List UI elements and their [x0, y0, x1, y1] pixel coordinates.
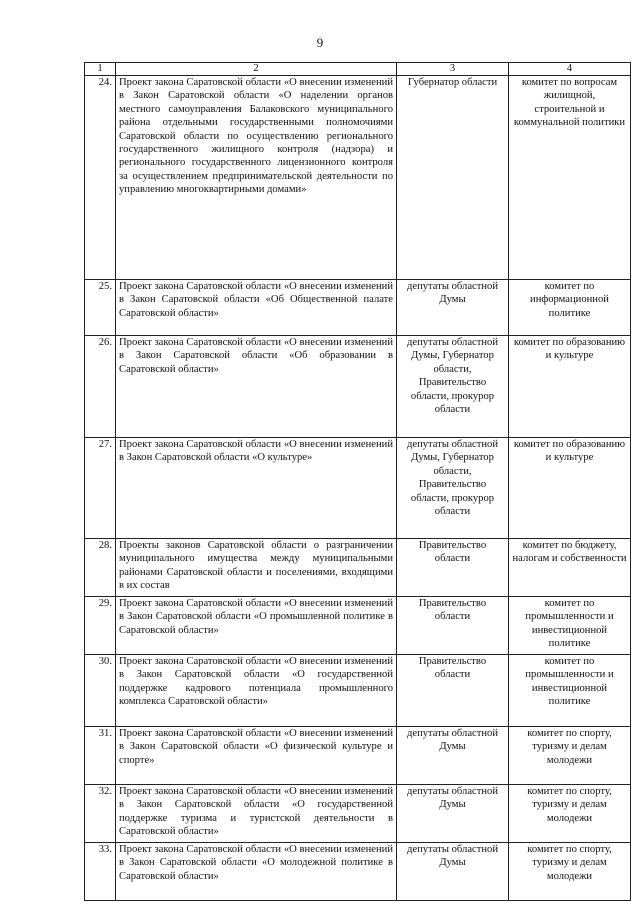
column-header-committee: 4	[509, 63, 631, 76]
responsible-committee: комитет по информационной политике	[509, 280, 631, 336]
bill-author: депутаты областной Думы	[397, 727, 509, 785]
bill-author: депутаты областной Думы, Губернатор области, Правительство области, прокурор области	[397, 336, 509, 438]
responsible-committee: комитет по промышленности и инвестиционной политике	[509, 597, 631, 655]
row-number: 28.	[85, 539, 116, 597]
table-row	[85, 438, 631, 539]
table-row	[85, 539, 631, 597]
responsible-committee: комитет по образованию и культуре	[509, 336, 631, 438]
bill-title: Проект закона Саратовской области «О внесении изменений в Закон Саратовской области «О государственной поддержке кадрового потенциала промышленного комплекса Саратовской области»	[116, 655, 397, 727]
bill-author: Правительство области	[397, 655, 509, 727]
bill-author: Правительство области	[397, 597, 509, 655]
table-row	[85, 655, 631, 727]
row-number: 25.	[85, 280, 116, 336]
bill-author: депутаты областной Думы	[397, 785, 509, 843]
column-header-number: 1	[85, 63, 116, 76]
row-number: 29.	[85, 597, 116, 655]
table-row	[85, 727, 631, 785]
table-row	[85, 785, 631, 843]
row-number: 33.	[85, 843, 116, 901]
bill-author: депутаты областной Думы, Губернатор области, Правительство области, прокурор области	[397, 438, 509, 539]
responsible-committee: комитет по спорту, туризму и делам молодежи	[509, 785, 631, 843]
responsible-committee: комитет по бюджету, налогам и собственности	[509, 539, 631, 597]
row-number: 24.	[85, 76, 116, 280]
table-row	[85, 597, 631, 655]
row-number: 27.	[85, 438, 116, 539]
row-number: 31.	[85, 727, 116, 785]
responsible-committee: комитет по спорту, туризму и делам молодежи	[509, 843, 631, 901]
column-header-title: 2	[116, 63, 397, 76]
table-row	[85, 336, 631, 438]
row-number: 26.	[85, 336, 116, 438]
bill-title: Проект закона Саратовской области «О внесении изменений в Закон Саратовской области «О государственной поддержке туризма и туристской деятельности в Саратовской области»	[116, 785, 397, 843]
responsible-committee: комитет по вопросам жилищной, строительной и коммунальной политики	[509, 76, 631, 280]
table-row	[85, 843, 631, 901]
table-header-row	[85, 63, 631, 76]
responsible-committee: комитет по спорту, туризму и делам молодежи	[509, 727, 631, 785]
column-header-author: 3	[397, 63, 509, 76]
row-number: 32.	[85, 785, 116, 843]
responsible-committee: комитет по образованию и культуре	[509, 438, 631, 539]
row-number: 30.	[85, 655, 116, 727]
table-row	[85, 76, 631, 280]
bill-author: депутаты областной Думы	[397, 280, 509, 336]
bill-title: Проект закона Саратовской области «О внесении изменений в Закон Саратовской области «Об Общественной палате Саратовской области»	[116, 280, 397, 336]
bill-title: Проект закона Саратовской области «О внесении изменений в Закон Саратовской области «О наделении органов местного самоуправления Балаковского муниципального района отдельными государственными полномочиями Саратовской области по осуществлению регионального государственного жилищного контроля (надзора) и регионального государственного лицензионного контроля за осуществлением предпринимательской деятельности по управлению многоквартирными домами»	[116, 76, 397, 280]
page-number: 9	[316, 35, 324, 50]
bill-title: Проект закона Саратовской области «О внесении изменений в Закон Саратовской области «О физической культуре и спорте»	[116, 727, 397, 785]
bill-title: Проект закона Саратовской области «О внесении изменений в Закон Саратовской области «О культуре»	[116, 438, 397, 539]
responsible-committee: комитет по промышленности и инвестиционной политике	[509, 655, 631, 727]
bill-title: Проект закона Саратовской области «О внесении изменений в Закон Саратовской области «Об образовании в Саратовской области»	[116, 336, 397, 438]
bill-title: Проект закона Саратовской области «О внесении изменений в Закон Саратовской области «О промышленной политике в Саратовской области»	[116, 597, 397, 655]
table-row	[85, 280, 631, 336]
bill-title: Проекты законов Саратовской области о разграничении муниципального имущества между муниципальными районами Саратовской области и поселениями, входящими в их состав	[116, 539, 397, 597]
bill-title: Проект закона Саратовской области «О внесении изменений в Закон Саратовской области «О молодежной политике в Саратовской области»	[116, 843, 397, 901]
legislation-table	[84, 62, 631, 901]
bill-author: Губернатор области	[397, 76, 509, 280]
bill-author: депутаты областной Думы	[397, 843, 509, 901]
bill-author: Правительство области	[397, 539, 509, 597]
